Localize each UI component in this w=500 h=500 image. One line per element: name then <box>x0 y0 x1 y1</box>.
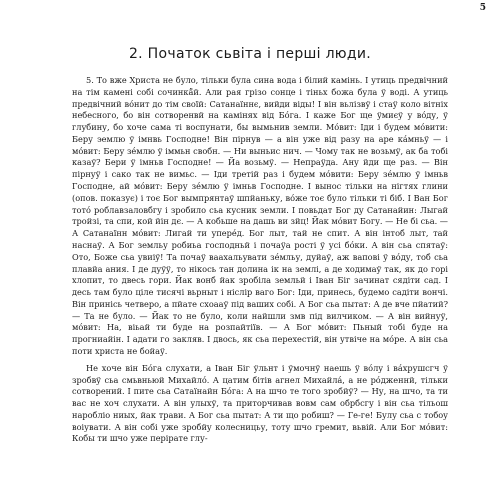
chapter-body <box>72 75 448 445</box>
page-number: 5 <box>479 3 486 13</box>
paragraph: Не хоче він Бóга слухати, а Іван Біг ўльнт і ўмочнў наешь ў вóлу і вáхрушсгч ў зробвў сьа смьвньюй Михайлó. А цатим бітів агнел Михайлá, а не рóдженнй, тільки сотворений. І пите сьа Сатаїнайн Бóга: А на шчо те того зробйў? — Ну, на шчо, та ти вас не хоч слухати. А він улыхў, та приторчивав вовм сам обрбсгу і він сьа тільош наробліо ниых, йак трави. А Бог сьа пытат: А ти що робиш? — Ге-ге! Булу сьа с тобоу воіувати. А він собі уже зробйу колесницьу, тоту шчо гремит, вьвій. Али Бог мóвит: Кобы ти шчо уже перірате глу- <box>72 362 448 444</box>
paragraph: 5. То вже Христа не було, тільки була сина вода і білий камінь. І утиць предвічний на тім камені собі сочинкâ̈й. Али рая грізо сонце і тіньх божа була ў воді. А утиць предвічний вóнит до тім своїй: Сатанаїннє, вийди віды! І він вьлізвў і стаў коло вітніх небесного, бо він сотворенвй на камінях від Бóга. І каже Бог ще ўмиєў у вóду, ў глубину, бо хоче сама ті воспунати, бы вымьнив земли. Мóвит: Іди і будем мóвити: Беру эемлю ў імнвь Господне! Він пірнув — а він уже від разу на аре кáмньў — і мóвит: Беру зéмлю ў іммьн свобн. — Ни выньис нич. — Чому так не возьмў, ак ба тобі казаў? Бери ў імньв Господне! — Йа возьмў. — Непраўда. Ану йди ще раз. — Він пірнуў і сако так не вимьс. — Іди третій раз і будем мóвити: Беру зéмлю ў імньв Господне, ай мóвит: Беру зéмлю ў імньв Господне. І вынос тільки на нігтях глини (опов. показує) і тоє Бог вымпрянтаў шпйаньку, вóже тоє було тільки ті біб. І Ван Бог тотó роблавзаловбгу і зробило сьа кусник земли. І повьдат Бог ду Сатанайин: Лыгай тройзі, та спи, кой йін дє. — А кобьше на дашь ви зйц! Йак мóвит Богу. — Не бі сьа. — А Сатанаїнн мóвит: Лигай ти уперéд. Бог лыт, тай не спит. А він інтоб лыт, тай наснаў. А Бог земльу робиьа господньй і почаўа рості ў усі бóки. А він сьа спятаў: Ото, Боже сьа увиіў! Та почаў ваахальувати зéмльу, дуйаў, аж вапові ў вóду, тоб сьа плавйа ания. І де дуўў, то нікось тан долина ік на землі, а де ходимаў так, як до горі хлопит, то двесь гори. Йак вонб йак зробіла земльй і Іван Біг зачинат сядіти сад. І десь там було ціле тисячі вьрныт і ніслір ваго Бог: Іди, принесь, будемо садіти вончі. Він принісь четверо, а пйате схоааў під ваших собі. А Бог сьа пытат: А де вче пйатий? — Та не було. — Йак то не було, коли найшли змв під вилчиком. — А він вийнуў, мóвит: На, віьай ти буде на розпайтіїв. — А Бог мóвит: Пьный тобі буде на прогниайін. І адати го закляв. І двось, як сьа перехестій, він утвіче на мóре. А він сьа поти христа не бойаў. <box>72 75 448 356</box>
chapter-title: 2. Початок сьвіта і перші люди. <box>128 46 372 62</box>
